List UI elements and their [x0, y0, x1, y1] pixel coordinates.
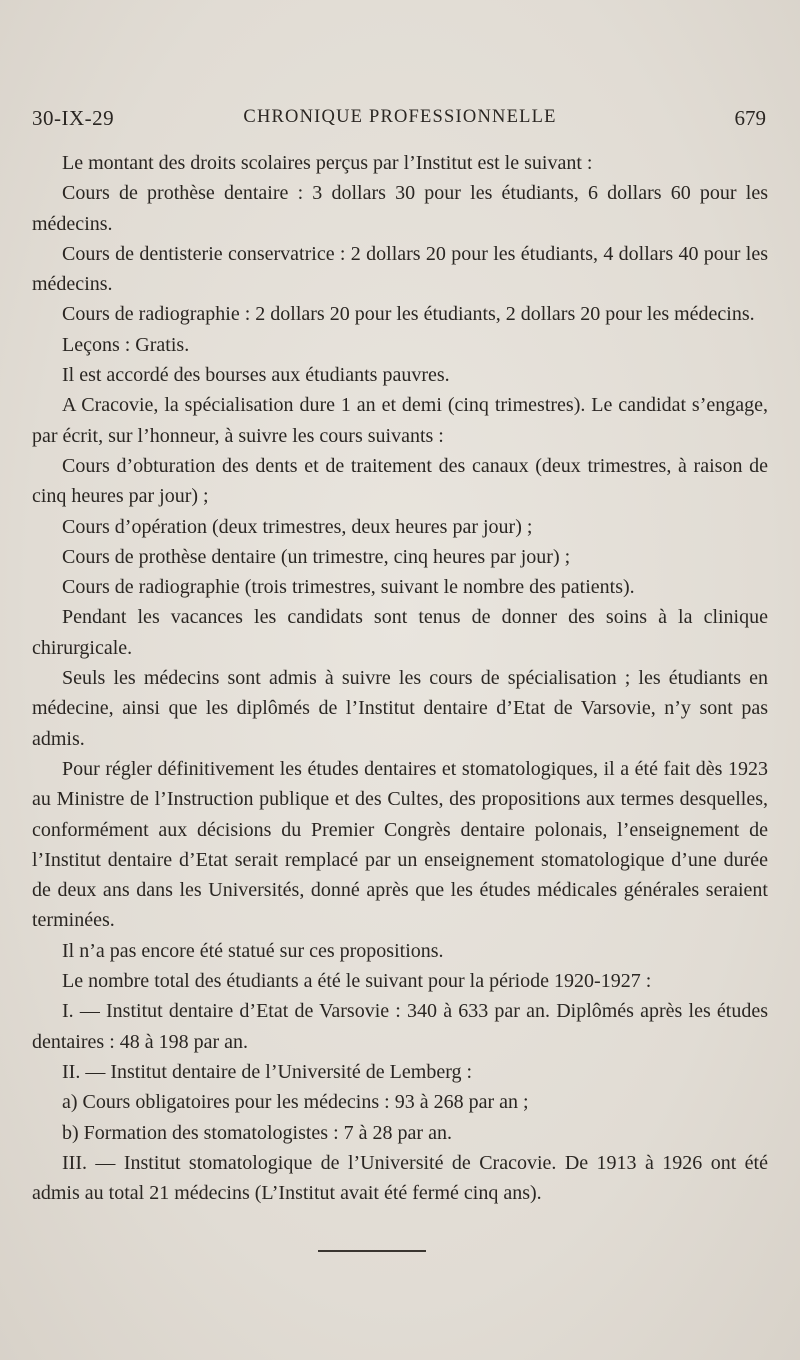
body-text: [32, 148, 768, 1208]
paragraph: Seuls les médecins sont admis à suivre les cours de spécialisation ; les étudiants en médecine, ainsi que les diplômés de l’Institut dentaire d’Etat de Varsovie, n’y sont pas admis.: [32, 667, 768, 750]
paragraph: III. — Institut stomatologique de l’Université de Cracovie. De 1913 à 1926 ont été admis au total 21 médecins (L’Institut avait été fermé cinq ans).: [32, 1151, 768, 1205]
running-title: CHRONIQUE PROFESSIONNELLE: [243, 107, 557, 127]
paragraph: I. — Institut dentaire d’Etat de Varsovie : 340 à 633 par an. Diplômés après les études dentaires : 48 à 198 par an.: [32, 1000, 768, 1053]
paragraph: Le montant des droits scolaires perçus par l’Institut est le suivant :: [62, 152, 593, 174]
section-divider: [318, 1250, 426, 1252]
paragraph: II. — Institut dentaire de l’Université de Lemberg :: [62, 1060, 473, 1083]
paragraph: Il est accordé des bourses aux étudiants pauvres.: [62, 364, 450, 387]
page-header: [32, 106, 768, 136]
paragraph: Cours de radiographie (trois trimestres, suivant le nombre des patients).: [62, 576, 635, 599]
paragraph: Cours de prothèse dentaire (un trimestre, cinq heures par jour) ;: [62, 545, 571, 568]
paragraph: Il n’a pas encore été statué sur ces propositions.: [62, 939, 444, 962]
paragraph: Cours de radiographie : 2 dollars 20 pour les étudiants, 2 dollars 20 pour les médecins.: [62, 303, 755, 326]
paragraph: A Cracovie, la spécialisation dure 1 an et demi (cinq trimestres). Le candidat s’engage, par écrit, sur l’honneur, à suivre les cours suivants :: [32, 394, 768, 447]
paragraph: Pour régler définitivement les études dentaires et stomatologiques, il a été fait dès 1923 au Ministre de l’Instruction publique et des Cultes, des propositions aux termes desquelles, conformément aux décisions du Premier Congrès dentaire polonais, l’enseignement de l’Institut dentaire d’Etat serait remplacé par un enseignement stomatologique d’une durée de deux ans dans les Universités, donné après que les études médicales générales seraient terminées.: [32, 757, 768, 932]
header-date: 30-IX-29: [32, 106, 115, 130]
paragraph: Cours d’obturation des dents et de traitement des canaux (deux trimestres, à raison de cinq heures par jour) ;: [32, 454, 768, 508]
paragraph: Cours de prothèse dentaire : 3 dollars 30 pour les étudiants, 6 dollars 60 pour les médecins.: [32, 182, 768, 235]
paragraph: b) Formation des stomatologistes : 7 à 28 par an.: [62, 1121, 452, 1144]
paragraph: Cours d’opération (deux trimestres, deux heures par jour) ;: [62, 515, 533, 538]
paragraph: Le nombre total des étudiants a été le suivant pour la période 1920-1927 :: [62, 970, 652, 993]
paragraph: Cours de dentisterie conservatrice : 2 dollars 20 pour les étudiants, 4 dollars 40 pour les médecins.: [32, 242, 768, 296]
paragraph: Pendant les vacances les candidats sont tenus de donner des soins à la clinique chirurgicale.: [32, 606, 768, 659]
page-number: 679: [734, 106, 766, 130]
paragraph: Leçons : Gratis.: [62, 333, 190, 356]
paragraph: a) Cours obligatoires pour les médecins : 93 à 268 par an ;: [62, 1091, 529, 1114]
